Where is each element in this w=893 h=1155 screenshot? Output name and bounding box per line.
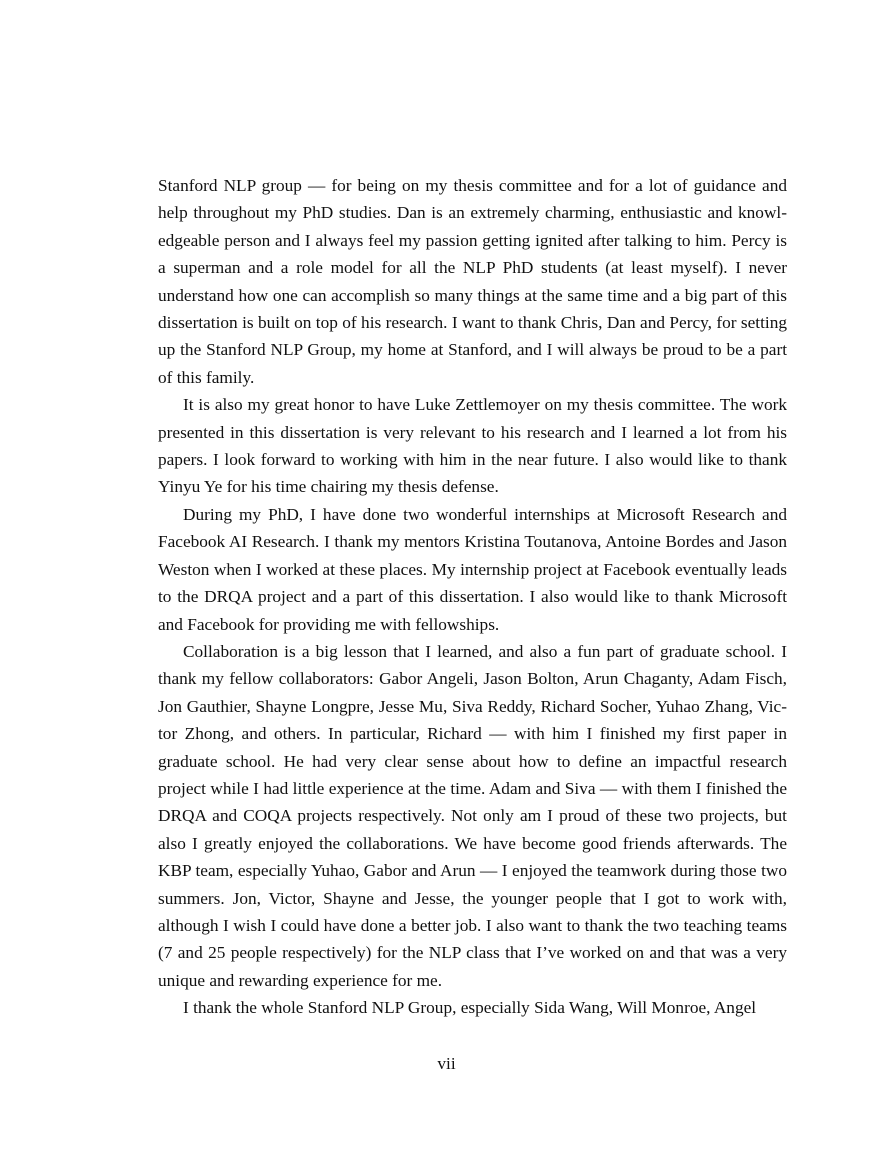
page-number: vii [437,1054,456,1073]
paragraph-committee-continued: Stanford NLP group — for being on my thesis committee and for a lot of guidance and help throughout my PhD studies. Dan is an extremely charming, enthusiastic and knowledgeable person and I always feel my passion getting ignited after talking to him. Percy is a superman and a role model for all the NLP PhD students (at least myself). I never understand how one can accomplish so many things at the same time and a big part of this dissertation is built on top of his research. I want to thank Chris, Dan and Percy, for setting up the Stanford NLP Group, my home at Stanford, and I will always be proud to be a part of this family. [158,176,787,387]
paragraph-internships: During my PhD, I have done two wonderful internships at Microsoft Research and Facebook AI Research. I thank my mentors Kristina Toutanova, Antoine Bordes and Jason Weston when I worked at these places. My internship project at Facebook eventually leads to the DRQA project and a part of this dissertation. I also would like to thank Microsoft and Facebook for providing me with fellowships. [158,504,787,634]
paragraph-collaboration: Collaboration is a big lesson that I learned, and also a fun part of graduate school. I thank my fellow collaborators: Gabor Angeli, Jason Bolton, Arun Chaganty, Adam Fisch, Jon Gauthier, Shayne Longpre, Jesse Mu, Siva Reddy, Richard Socher, Yuhao Zhang, Victor Zhong, and others. In particular, Richard — with him I finished my first paper in graduate school. He had very clear sense about how to define an impactful research project while I had little experience at the time. Adam and Siva — with them I finished the DRQA and COQA projects respectively. Not only am I proud of these two projects, but also I greatly enjoyed the collaborations. We have become good friends afterwards. The KBP team, especially Yuhao, Gabor and Arun — I enjoyed the teamwork during those two summers. Jon, Victor, Shayne and Jesse, the younger people that I got to work with, although I wish I could have done a better job. I also want to thank the two teaching teams (7 and 25 people respectively) for the NLP class that I’ve worked on and that was a very unique and rewarding experience for me. [158,641,787,990]
paragraph-nlp-group: I thank the whole Stanford NLP Group, especially Sida Wang, Will Monroe, Angel [183,998,757,1018]
paragraph-luke-zettlemoyer: It is also my great honor to have Luke Zettlemoyer on my thesis committee. The work presented in this dissertation is very relevant to his research and I learned a lot from his papers. I look forward to working with him in the near future. I also would like to thank Yinyu Ye for his time chairing my thesis defense. [158,395,787,497]
body-text [158,172,787,1022]
